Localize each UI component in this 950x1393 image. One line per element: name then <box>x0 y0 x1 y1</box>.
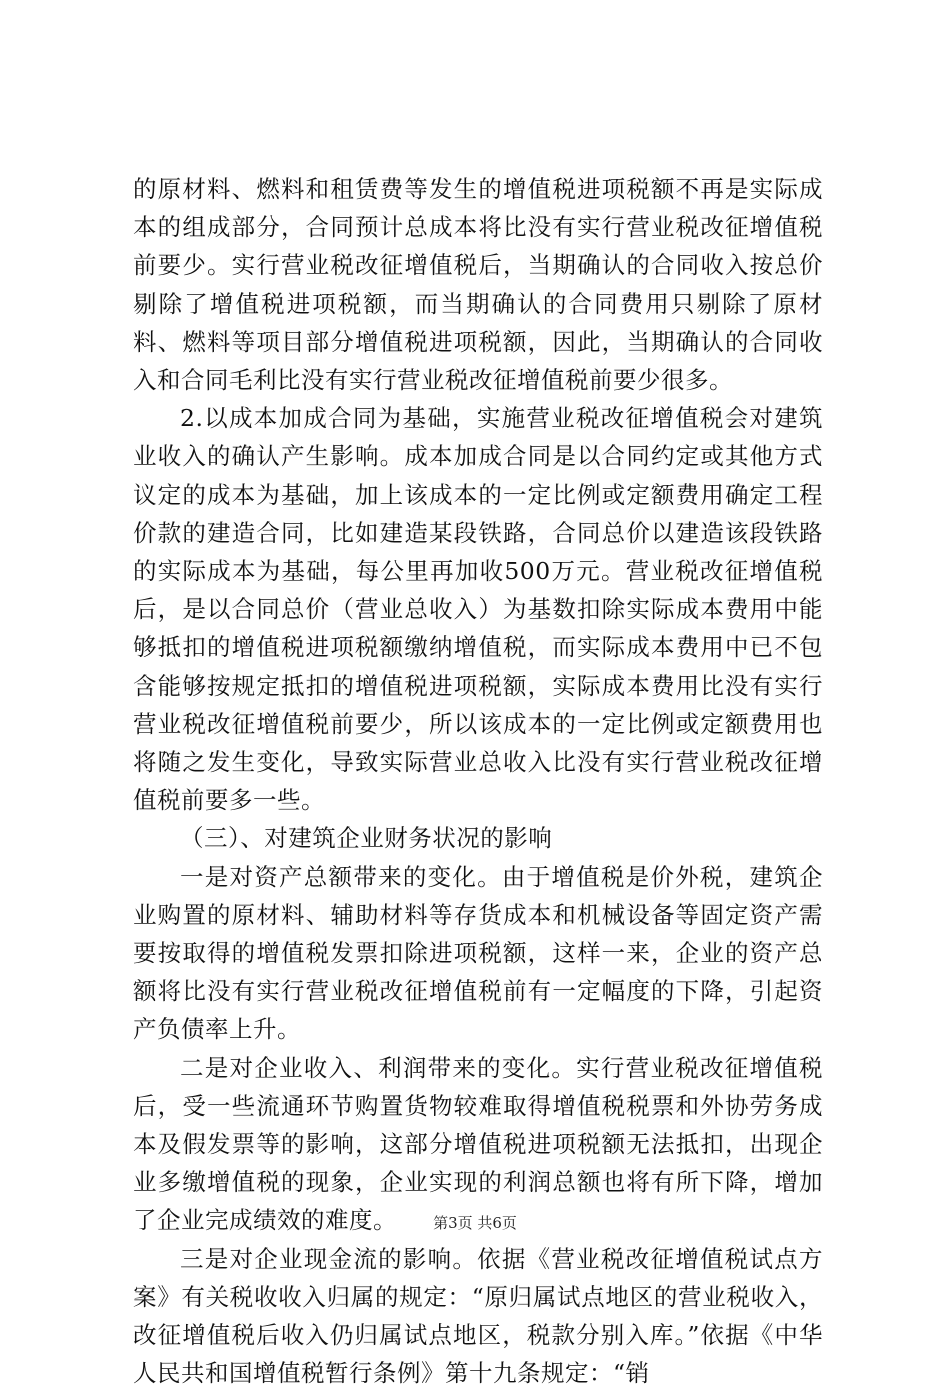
document-body <box>133 170 823 1393</box>
paragraph-total-assets: 一是对资产总额带来的变化。由于增值税是价外税，建筑企业购置的原材料、辅助材料等存货成本和机械设备等固定资产需要按取得的增值税发票扣除进项税额，这样一来，企业的资产总额将比没有实行营业税改征增值税前有一定幅度的下降，引起资产负债率上升。 <box>133 862 823 1044</box>
page-footer <box>0 1212 950 1233</box>
paragraph-cost-plus-contract: 2.以成本加成合同为基础，实施营业税改征增值税会对建筑业收入的确认产生影响。成本加成合同是以合同约定或其他方式议定的成本为基础，加上该成本的一定比例或定额费用确定工程价款的建造合同，比如建造某段铁路，合同总价以建造该段铁路的实际成本为基础，每公里再加收500万元。营业税改征增值税后，是以合同总价（营业总收入）为基数扣除实际成本费用中能够抵扣的增值税进项税额缴纳增值税，而实际成本费用中已不包含能够按规定抵扣的增值税进项税额，实际成本费用比没有实行营业税改征增值税前要少，所以该成本的一定比例或定额费用也将随之发生变化，导致实际营业总收入比没有实行营业税改征增值税前要多一些。 <box>133 404 823 815</box>
paragraph-cash-flow: 三是对企业现金流的影响。依据《营业税改征增值税试点方案》有关税收收入归属的规定：“原归属试点地区的营业税收入，改征增值税后收入仍归属试点地区，税款分别入库。”依据《中华人民共和国增值税暂行条例》第十九条规定：“销 <box>133 1244 823 1388</box>
paragraph-continued: 的原材料、燃料和租赁费等发生的增值税进项税额不再是实际成本的组成部分，合同预计总成本将比没有实行营业税改征增值税前要少。实行营业税改征增值税后，当期确认的合同收入按总价剔除了增值税进项税额，而当期确认的合同费用只剔除了原材料、燃料等项目部分增值税进项税额，因此，当期确认的合同收入和合同毛利比没有实行营业税改征增值税前要少很多。 <box>133 175 823 395</box>
page-number: 第3页 共6页 <box>433 1214 517 1232</box>
paragraph-revenue-profit: 二是对企业收入、利润带来的变化。实行营业税改征增值税后，受一些流通环节购置货物较难取得增值税税票和外协劳务成本及假发票等的影响，这部分增值税进项税额无法抵扣，出现企业多缴增值税的现象，企业实现的利润总额也将有所下降，增加了企业完成绩效的难度。 <box>133 1053 823 1235</box>
section-heading-financial-impact: （三）、对建筑企业财务状况的影响 <box>180 824 553 853</box>
